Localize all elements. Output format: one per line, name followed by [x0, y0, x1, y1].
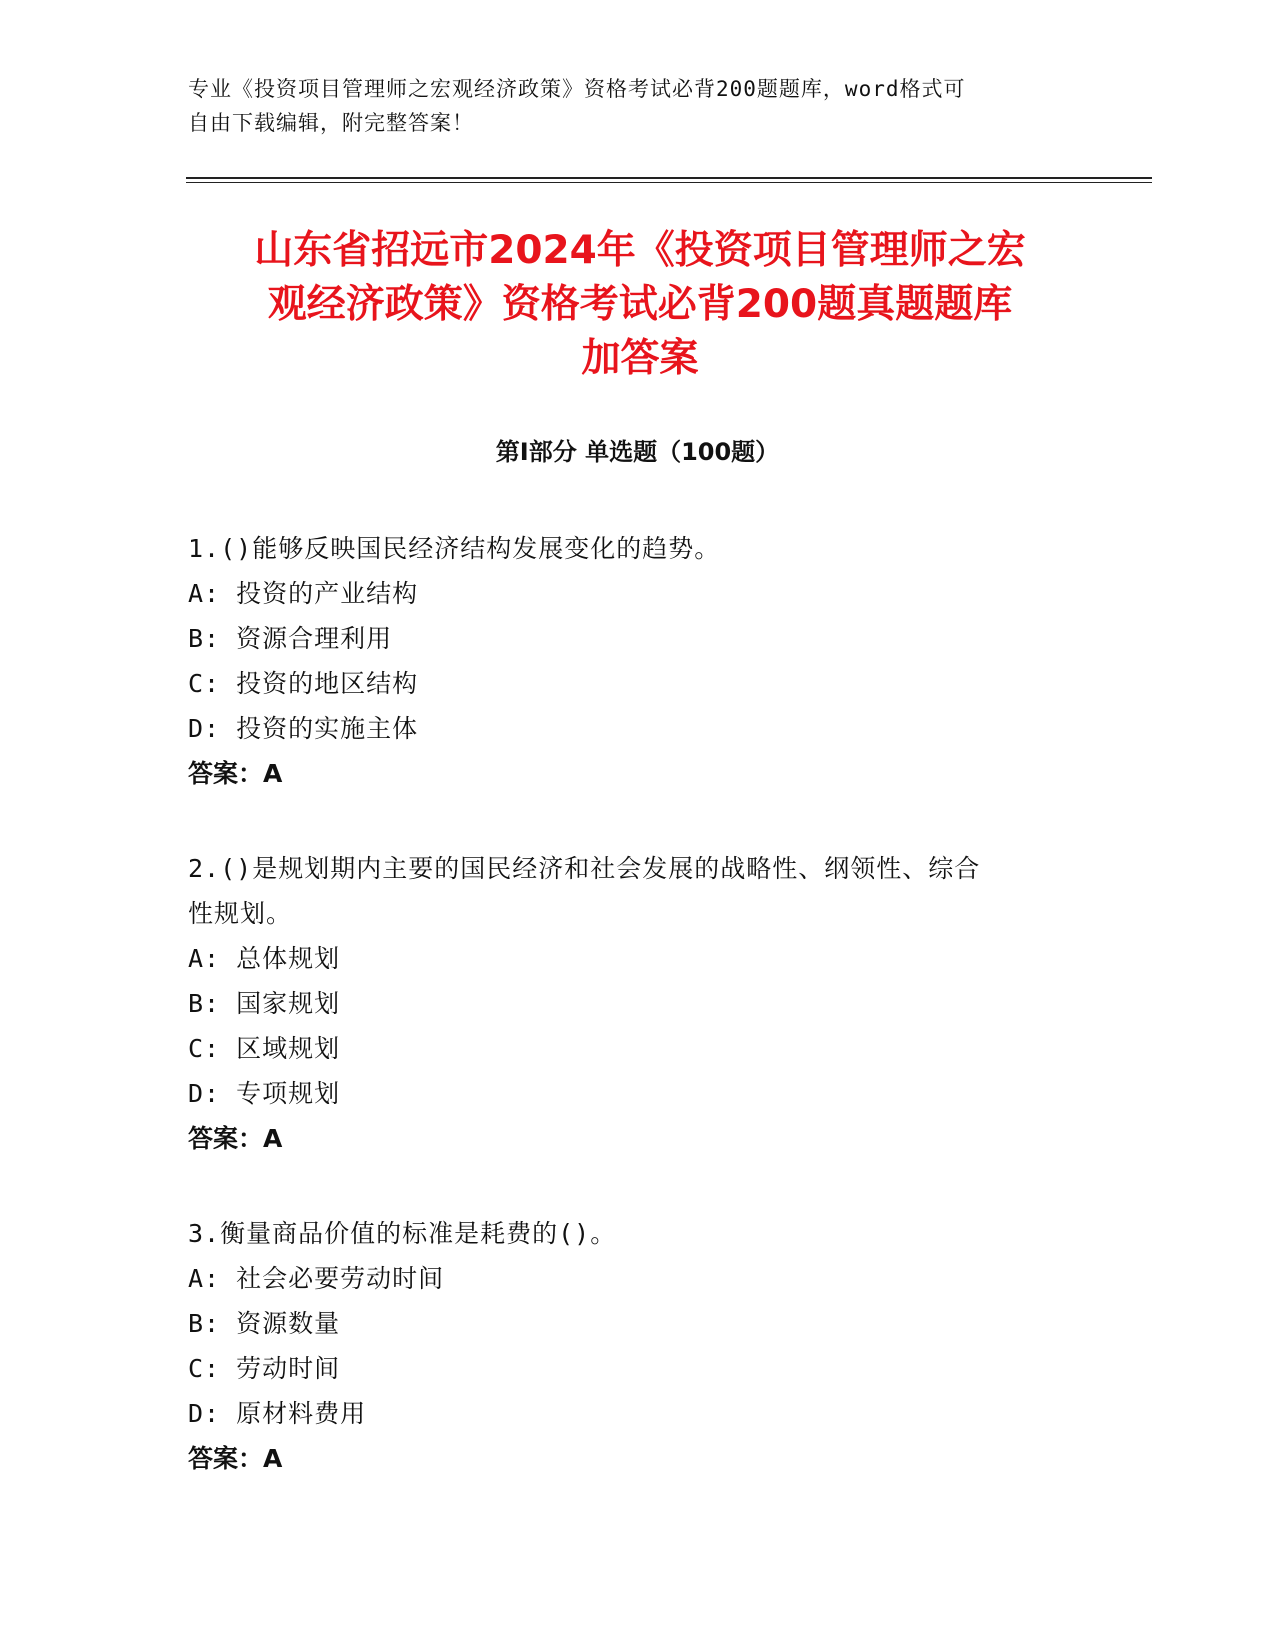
- title-line-3: 加答案: [581, 336, 699, 381]
- option-d: D: 原材料费用: [188, 1399, 367, 1428]
- header-note-line-2: 自由下载编辑，附完整答案！: [188, 111, 474, 135]
- option-d: D: 投资的实施主体: [188, 714, 419, 743]
- title-line-2: 观经济政策》资格考试必背200题真题题库: [267, 282, 1013, 327]
- question-stem-continued: 性规划。: [188, 899, 293, 928]
- option-b: B: 资源数量: [188, 1309, 341, 1338]
- question-1: [188, 526, 1068, 796]
- question-stem: 1.()能够反映国民经济结构发展变化的趋势。: [188, 534, 721, 563]
- question-3: [188, 1211, 1068, 1481]
- answer: 答案：A: [188, 1444, 283, 1473]
- option-a: A: 投资的产业结构: [188, 579, 419, 608]
- header-divider-thin: [186, 182, 1152, 183]
- question-list: [188, 526, 1068, 1531]
- document-header-note: [188, 72, 1088, 140]
- option-d: D: 专项规划: [188, 1079, 341, 1108]
- question-stem: 3.衡量商品价值的标准是耗费的()。: [188, 1219, 617, 1248]
- option-c: C: 区域规划: [188, 1034, 341, 1063]
- option-c: C: 劳动时间: [188, 1354, 341, 1383]
- title-line-1: 山东省招远市2024年《投资项目管理师之宏: [254, 228, 1026, 273]
- option-a: A: 总体规划: [188, 944, 341, 973]
- document-title: [160, 224, 1120, 386]
- header-note-line-1: 专业《投资项目管理师之宏观经济政策》资格考试必背200题题库，word格式可: [188, 77, 966, 101]
- option-c: C: 投资的地区结构: [188, 669, 419, 698]
- option-b: B: 国家规划: [188, 989, 341, 1018]
- answer: 答案：A: [188, 1124, 283, 1153]
- header-divider-thick: [186, 177, 1152, 179]
- question-2: [188, 846, 1068, 1161]
- option-b: B: 资源合理利用: [188, 624, 393, 653]
- option-a: A: 社会必要劳动时间: [188, 1264, 445, 1293]
- question-stem: 2.()是规划期内主要的国民经济和社会发展的战略性、纲领性、综合: [188, 854, 981, 883]
- section-heading: 第Ⅰ部分 单选题（100题）: [495, 438, 780, 466]
- answer: 答案：A: [188, 759, 283, 788]
